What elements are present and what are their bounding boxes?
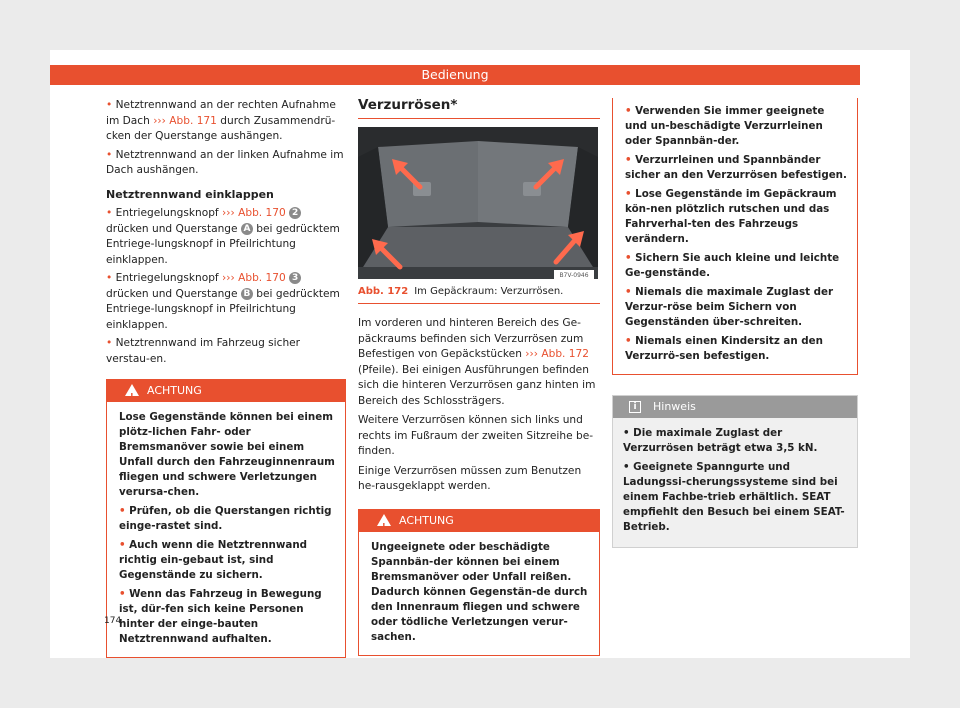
list-item: • Die maximale Zuglast der Verzurrösen beträgt etwa 3,5 kN. <box>623 427 818 454</box>
chapter-header: Bedienung <box>50 65 860 85</box>
column-2 <box>358 98 600 656</box>
ref-arrows: ››› <box>222 207 239 219</box>
bullet-icon: • <box>106 99 116 111</box>
tip-header: i Hinweis <box>613 396 857 418</box>
bullet-icon: • <box>119 588 130 600</box>
paragraph: Im vorderen und hinteren Bereich des Ge-päckraums befinden sich Verzurrösen zum Befestigen von Gepäckstücken ››› Abb. 172 (Pfeile). Bei einigen Ausführungen befinden sich die hinteren Verzurrösen ganz hinten im Bereich des Schlossträgers. <box>358 317 596 407</box>
callout-letter: B <box>241 288 253 300</box>
list-item: • Auch wenn die Netztrennwand richtig ein-gebaut ist, sind Gegenstände zu sichern. <box>119 539 308 581</box>
bullet-icon: • <box>625 154 636 166</box>
warning-box <box>106 379 346 658</box>
warning-icon <box>377 514 391 526</box>
warning-box <box>358 509 600 656</box>
column-1 <box>106 98 346 658</box>
bullet-icon: • <box>119 539 130 551</box>
list-item: • Netztrennwand an der linken Aufnahme im Dach aushängen. <box>106 148 344 176</box>
list-item: • Entriegelungsknopf ››› Abb. 170 2 drücken und Querstange A bei gedrücktem Entriege-lungsknopf in Pfeilrichtung einklappen. <box>106 207 340 266</box>
callout-number: 2 <box>289 207 301 219</box>
warning-header: ! ACHTUNG <box>359 510 599 532</box>
bullet-icon: • <box>106 337 116 349</box>
page-number: 174 <box>104 616 122 626</box>
bullet-icon: • <box>625 335 636 347</box>
bullet-icon: • <box>625 188 636 200</box>
list-item: • Lose Gegenstände im Gepäckraum kön-nen plötzlich rutschen und das Fahrverhal-ten des Fahrzeugs verändern. <box>625 188 837 245</box>
figure-link[interactable]: Abb. 171 <box>169 114 217 127</box>
list-item: • Niemals die maximale Zuglast der Verzur-röse beim Sichern von Gegenständen über-schreiten. <box>625 286 834 328</box>
figure-link[interactable]: Abb. 170 <box>238 272 286 284</box>
list-item: • Netztrennwand an der rechten Aufnahme im Dach ››› Abb. 171 durch Zusammendrü-cken der Querstange aushängen. <box>106 99 336 142</box>
bullet-icon: • <box>625 252 636 264</box>
list-item: • Niemals einen Kindersitz an den Verzurrö-sen befestigen. <box>625 335 823 362</box>
warning-header: ! ACHTUNG <box>107 380 345 402</box>
warning-body <box>613 98 857 374</box>
tip-box <box>612 395 858 548</box>
paragraph: Weitere Verzurrösen können sich links und rechts im Fußraum der zweiten Sitzreihe be-finden. <box>358 414 594 457</box>
list-item: • Verwenden Sie immer geeignete und un-beschädigte Verzurrleinen oder Spannbän-der. <box>625 105 825 147</box>
bullet-icon: • <box>106 207 116 219</box>
callout-letter: A <box>241 223 253 235</box>
list-item: • Wenn das Fahrzeug in Bewegung ist, dür-fen sich keine Personen hinter der einge-bauten Netztrennwand aufhalten. <box>119 588 322 645</box>
figure-image <box>358 127 598 279</box>
list-item: • Verzurrleinen und Spannbänder sicher an den Verzurrösen befestigen. <box>625 154 847 181</box>
bullet-icon: • <box>106 148 116 161</box>
callout-number: 3 <box>289 272 301 284</box>
bullet-icon: • <box>625 105 636 117</box>
list-item: • Geeignete Spanngurte und Ladungssi-cherungssysteme sind bei einem Fachbe-trieb erhältlich. SEAT empfiehlt den Besuch bei einem SEAT-Betrieb. <box>623 461 845 533</box>
subheading: Netztrennwand einklappen <box>106 187 274 201</box>
bullet-icon: • <box>119 505 130 517</box>
bullet-icon: • <box>106 272 116 284</box>
trunk-photo <box>358 127 598 279</box>
figure-code: B7V-0946 <box>559 271 589 279</box>
info-icon: i <box>629 401 641 413</box>
warning-body: Ungeeignete oder beschädigte Spannbän-der können bei einem Bremsmanöver oder Unfall reißen. Dadurch können Gegenstän-de durch den Innenraum fliegen und schwere oder tödliche Verletzungen verur-sachen. <box>371 540 588 643</box>
bullet-icon: • <box>625 286 636 298</box>
list-item: • Netztrennwand im Fahrzeug sicher verstau-en. <box>106 337 301 365</box>
column-3 <box>612 98 858 548</box>
paragraph: Einige Verzurrösen müssen zum Benutzen he-rausgeklappt werden. <box>358 464 582 492</box>
tip-body <box>613 418 857 547</box>
list-item: • Sichern Sie auch kleine und leichte Ge-genstände. <box>625 252 840 279</box>
figure-link[interactable]: Abb. 172 <box>541 348 590 360</box>
section-title: Verzurrösen* <box>358 98 600 119</box>
ref-arrows: ››› <box>153 114 170 127</box>
figure-link[interactable]: Abb. 170 <box>238 207 286 219</box>
warning-box-continued <box>612 98 858 375</box>
ref-arrows: ››› <box>222 272 239 284</box>
warning-icon <box>125 384 139 396</box>
list-item: • Entriegelungsknopf ››› Abb. 170 3 drücken und Querstange B bei gedrücktem Entriege-lungsknopf in Pfeilrichtung einklappen. <box>106 272 340 331</box>
warning-body: Lose Gegenstände können bei einem plötz-lichen Fahr- oder Bremsmanöver sowie bei einem Unfall durch den Fahrzeuginnenraum fliegen und schwere Verletzungen verursa-chen. • Prüfen, ob die Querstangen richtig einge-rastet sind. • Auch wenn die Netztrennwand richtig ein-gebaut ist, sind Gegenstände zu sichern. • Wenn das Fahrzeug in Bewegung ist, dür-fen sich keine Personen hinter der einge-bauten Netztrennwand aufhalten. <box>119 411 335 645</box>
figure-caption: Abb. 172 Im Gepäckraum: Verzurrösen. <box>358 284 600 305</box>
ref-arrows: ››› <box>525 348 542 360</box>
list-item: • Prüfen, ob die Querstangen richtig einge-rastet sind. <box>119 505 332 532</box>
